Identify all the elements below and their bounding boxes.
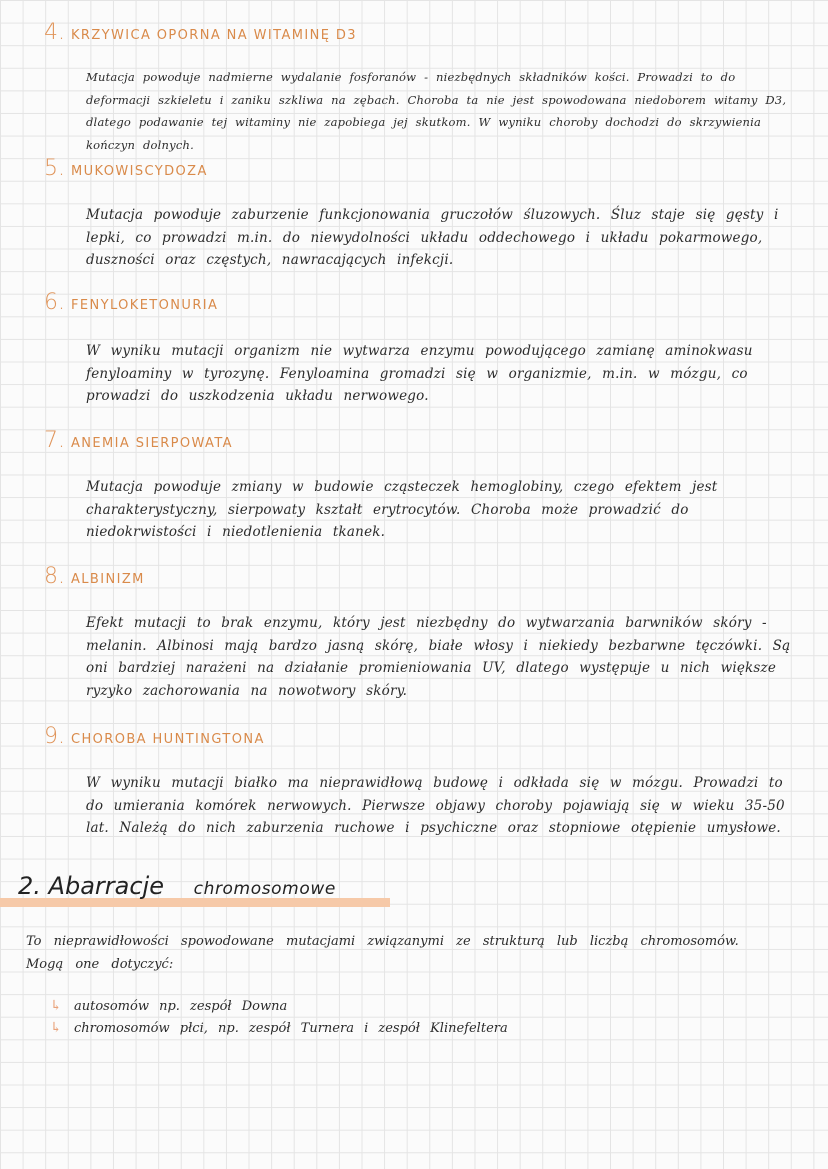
section-number: 8. xyxy=(44,564,65,589)
section-text-5: Mutacja powoduje zaburzenie funkcjonowania gruczołów śluzowych. Śluz staje się gęsty i lepki, co prowadzi m.in. do niewydolności układu oddechowego i układu pokarmowego, duszności oraz częstych, nawracających infekcji. xyxy=(86,207,779,268)
section-text-7: Mutacja powoduje zmiany w budowie cząsteczek hemoglobiny, czego efektem jest charakterystyczny, sierpowaty kształt erytrocytów. Choroba może prowadzić do niedokrwistości i niedotlenienia tkanek. xyxy=(86,479,718,540)
section-text-9: W wyniku mutacji białko ma nieprawidłową budowę i odkłada się w mózgu. Prowadzi to do umierania komórek nerwowych. Pierwsze objawy choroby pojawiają się w wieku 35-50 lat. Należą do nich zaburzenia ruchowe i psychiczne oraz stopniowe otępienie umysłowe. xyxy=(86,775,785,836)
section-heading-5 xyxy=(44,156,208,181)
list-item xyxy=(50,998,508,1020)
section-text-8: Efekt mutacji to brak enzymu, który jest niezbędny do wytwarzania barwników skóry - melanin. Albinosi mają bardzo jasną skórę, białe włosy i niekiedy bezbarwne tęczówki. Są oni bardziej narażeni na działanie promieniowania UV, dlatego występuje u nich większe ryzyko zachorowania na nowotwory skóry. xyxy=(86,615,791,699)
section-title: ALBINIZM xyxy=(71,572,145,587)
section-title: FENYLOKETONURIA xyxy=(71,298,219,313)
section-number: 9. xyxy=(44,724,65,749)
section-text-4: Mutacja powoduje nadmierne wydalanie fosforanów - niezbędnych składników kości. Prowadzi to do deformacji szkieletu i zaniku szkliwa na zębach. Choroba ta nie jest spowodowana niedoborem witamy D3, dlatego podawanie tej witaminy nie zapobiega jej skutkom. W wyniku choroby dochodzi do skrzywienia kończyn dolnych. xyxy=(86,70,787,152)
section-number: 6. xyxy=(44,290,65,315)
arrow-icon: ↳ xyxy=(50,1020,62,1036)
section-title: MUKOWISCYDOZA xyxy=(71,164,208,179)
list-item-text: chromosomów płci, np. zespół Turnera i zespół Klinefeltera xyxy=(74,1021,508,1036)
section-number: 5. xyxy=(44,156,65,181)
bullet-list xyxy=(50,998,508,1042)
section-text-6: W wyniku mutacji organizm nie wytwarza enzymu powodującego zamianę aminokwasu fenyloaminy w tyrozynę. Fenyloamina gromadzi się w organizmie, m.in. w mózgu, co prowadzi do uszkodzenia układu nerwowego. xyxy=(86,343,753,404)
chapter-title-text: Abarracje xyxy=(48,872,164,900)
section-number: 7. xyxy=(44,428,65,453)
section-heading-6 xyxy=(44,290,218,315)
section-number: 4. xyxy=(44,20,65,45)
arrow-icon: ↳ xyxy=(50,998,62,1014)
chapter-intro: To nieprawidłowości spowodowane mutacjami związanymi ze strukturą lub liczbą chromosomów. Mogą one dotyczyć: xyxy=(26,934,739,972)
section-title: CHOROBA HUNTINGTONA xyxy=(71,732,265,747)
section-title: KRZYWICA OPORNA NA WITAMINĘ D3 xyxy=(71,28,357,43)
section-heading-4 xyxy=(44,20,357,45)
list-item-text: autosomów np. zespół Downa xyxy=(74,999,288,1014)
section-heading-9 xyxy=(44,724,265,749)
list-item xyxy=(50,1020,508,1042)
section-heading-8 xyxy=(44,564,145,589)
chapter-title xyxy=(18,872,336,900)
chapter-number: 2. xyxy=(18,872,41,900)
section-heading-7 xyxy=(44,428,233,453)
chapter-subtitle: chromosomowe xyxy=(193,879,336,899)
section-title: ANEMIA SIERPOWATA xyxy=(71,436,233,451)
